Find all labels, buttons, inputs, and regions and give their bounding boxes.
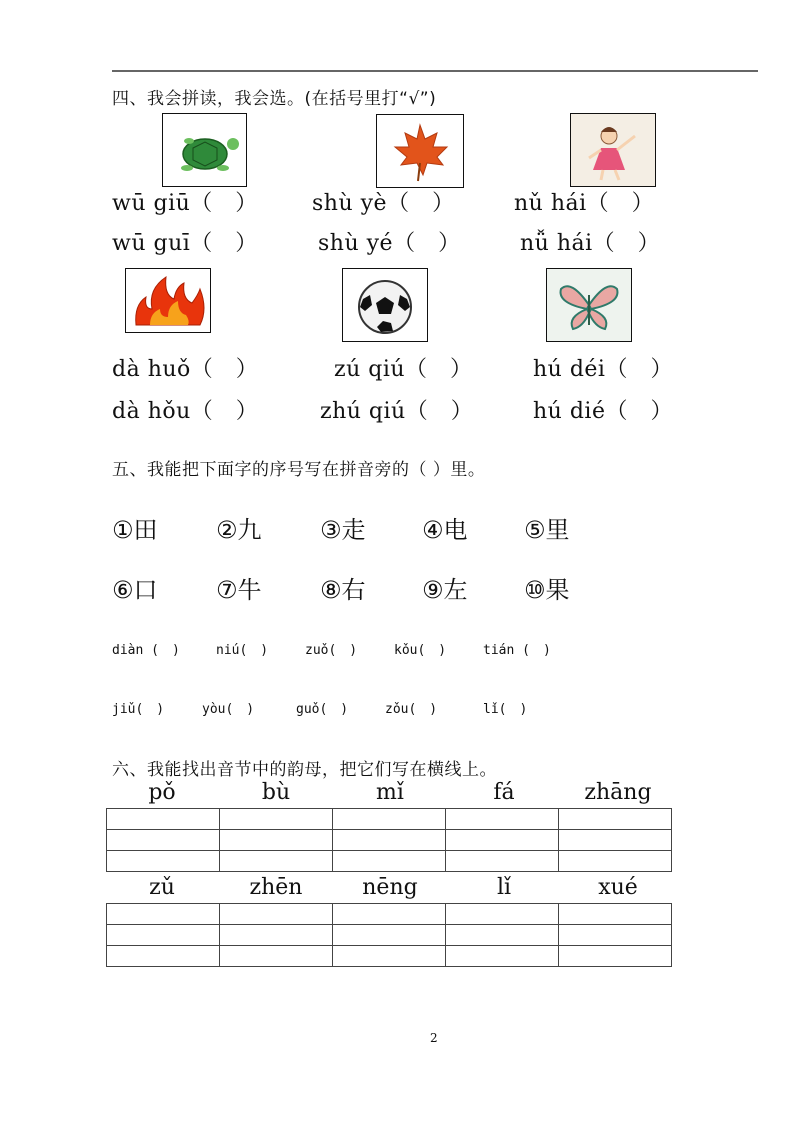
pinyin-option: hú déi（ ） bbox=[533, 357, 673, 382]
pinyin-option: zú qiú（ ） bbox=[334, 357, 473, 382]
syllable: lǐ bbox=[496, 875, 512, 900]
answer-cell[interactable] bbox=[220, 830, 333, 851]
syllable: zǔ bbox=[149, 875, 175, 900]
answer-cell[interactable] bbox=[559, 925, 672, 946]
answer-cell[interactable] bbox=[559, 946, 672, 967]
butterfly-icon bbox=[547, 269, 631, 341]
answer-cell[interactable] bbox=[333, 851, 446, 872]
answer-cell[interactable] bbox=[446, 830, 559, 851]
answer-cell[interactable] bbox=[446, 946, 559, 967]
pinyin-option: wū guī（ ） bbox=[112, 231, 258, 256]
pinyin-option: shù yé（ ） bbox=[318, 231, 461, 256]
answer-cell[interactable] bbox=[559, 809, 672, 830]
syllable: xué bbox=[598, 875, 638, 900]
pinyin-blank: jiǔ( ) bbox=[112, 702, 165, 717]
answer-cell[interactable] bbox=[107, 830, 220, 851]
fire-icon bbox=[126, 269, 210, 332]
girl-icon bbox=[571, 114, 655, 186]
answer-cell[interactable] bbox=[333, 925, 446, 946]
turtle-picture bbox=[162, 113, 247, 187]
leaf-picture bbox=[376, 114, 464, 188]
fire-picture bbox=[125, 268, 211, 333]
syllable: fá bbox=[493, 780, 515, 805]
answer-cell[interactable] bbox=[446, 904, 559, 925]
answer-cell[interactable] bbox=[107, 809, 220, 830]
answer-cell[interactable] bbox=[559, 830, 672, 851]
pinyin-blank: niú( ) bbox=[216, 643, 269, 658]
answer-cell[interactable] bbox=[107, 904, 220, 925]
pinyin-option: dà huǒ（ ） bbox=[112, 357, 259, 382]
char-item: ②九 bbox=[216, 516, 262, 544]
answer-cell[interactable] bbox=[333, 830, 446, 851]
pinyin-option: zhú qiú（ ） bbox=[320, 399, 474, 424]
section5-title: 五、我能把下面字的序号写在拼音旁的（ ）里。 bbox=[112, 460, 486, 480]
syllable: mǐ bbox=[376, 780, 404, 805]
pinyin-blank: zuǒ( ) bbox=[305, 643, 358, 658]
answer-cell[interactable] bbox=[220, 946, 333, 967]
answer-cell[interactable] bbox=[220, 809, 333, 830]
pinyin-option: shù yè（ ） bbox=[312, 191, 455, 216]
syllable: bù bbox=[261, 780, 291, 805]
char-item: ⑦牛 bbox=[216, 576, 262, 604]
answer-cell[interactable] bbox=[333, 809, 446, 830]
answer-cell[interactable] bbox=[220, 904, 333, 925]
maple-leaf-icon bbox=[377, 115, 463, 187]
answer-cell[interactable] bbox=[446, 925, 559, 946]
pinyin-option: wū giū（ ） bbox=[112, 191, 258, 216]
char-item: ①田 bbox=[112, 516, 158, 544]
char-item: ⑤里 bbox=[524, 516, 570, 544]
answer-cell[interactable] bbox=[107, 946, 220, 967]
answer-cell[interactable] bbox=[220, 851, 333, 872]
answer-cell[interactable] bbox=[220, 925, 333, 946]
pinyin-blank: lǐ( ) bbox=[483, 702, 528, 717]
char-item: ③走 bbox=[320, 516, 366, 544]
pinyin-option: dà hǒu（ ） bbox=[112, 399, 259, 424]
char-item: ⑨左 bbox=[422, 576, 468, 604]
football-picture bbox=[342, 268, 428, 342]
pinyin-blank: kǒu( ) bbox=[394, 643, 447, 658]
girl-picture bbox=[570, 113, 656, 187]
pinyin-blank: guǒ( ) bbox=[296, 702, 349, 717]
pinyin-blank: yòu( ) bbox=[202, 702, 255, 717]
pinyin-option: nǚ hái（ ） bbox=[520, 231, 661, 256]
butterfly-picture bbox=[546, 268, 632, 342]
answer-cell[interactable] bbox=[446, 851, 559, 872]
pinyin-blank: zǒu( ) bbox=[385, 702, 438, 717]
turtle-icon bbox=[163, 114, 246, 186]
answer-grid-1 bbox=[106, 808, 672, 872]
page-number: 2 bbox=[430, 1031, 438, 1045]
char-item: ④电 bbox=[422, 516, 468, 544]
answer-cell[interactable] bbox=[107, 851, 220, 872]
answer-cell[interactable] bbox=[446, 809, 559, 830]
pinyin-option: nǔ hái（ ） bbox=[514, 191, 655, 216]
answer-cell[interactable] bbox=[559, 904, 672, 925]
pinyin-blank: tián ( ) bbox=[483, 643, 551, 658]
answer-grid-2 bbox=[106, 903, 672, 967]
char-item: ⑧右 bbox=[320, 576, 366, 604]
char-item: ⑥口 bbox=[112, 576, 158, 604]
syllable: zhāng bbox=[584, 780, 652, 805]
section4-title: 四、我会拼读，我会选。(在括号里打“√”) bbox=[112, 89, 437, 109]
char-item: ⑩果 bbox=[524, 576, 570, 604]
football-icon bbox=[343, 269, 427, 341]
syllable: pǒ bbox=[148, 780, 176, 805]
pinyin-option: hú dié（ ） bbox=[533, 399, 673, 424]
answer-cell[interactable] bbox=[559, 851, 672, 872]
pinyin-blank: diàn ( ) bbox=[112, 643, 180, 658]
section6-title: 六、我能找出音节中的韵母，把它们写在横线上。 bbox=[112, 760, 497, 780]
answer-cell[interactable] bbox=[107, 925, 220, 946]
syllable: nēng bbox=[362, 875, 418, 900]
top-rule bbox=[112, 70, 758, 72]
syllable: zhēn bbox=[249, 875, 303, 900]
answer-cell[interactable] bbox=[333, 904, 446, 925]
answer-cell[interactable] bbox=[333, 946, 446, 967]
